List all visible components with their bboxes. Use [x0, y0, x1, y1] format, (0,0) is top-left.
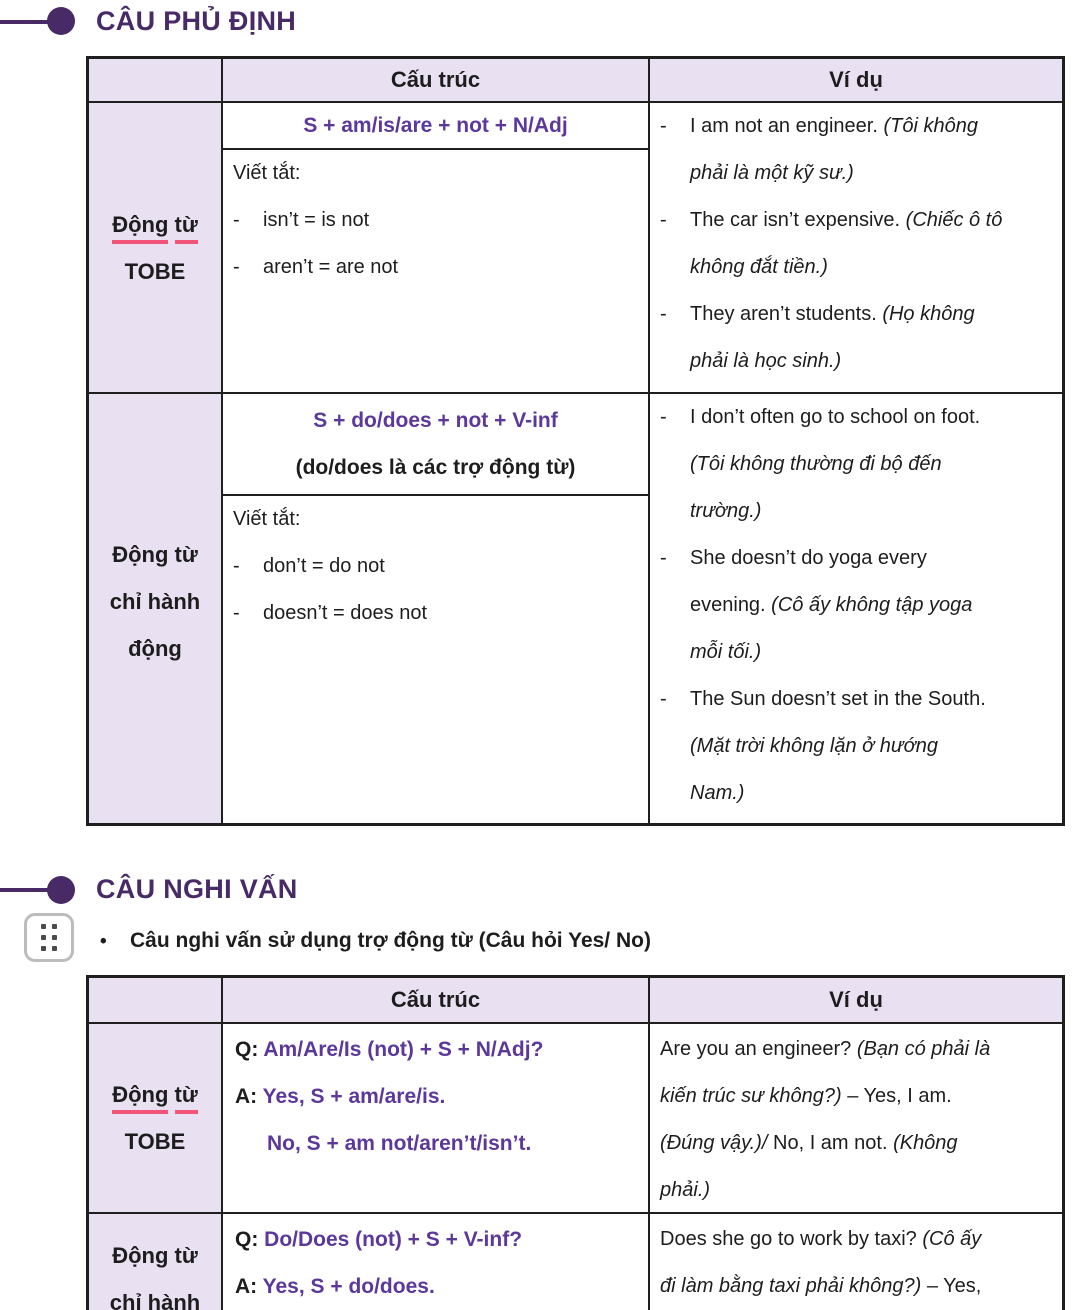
table2-header-empty: [89, 978, 223, 1024]
qa-structure: Q: Do/Does (not) + S + V-inf? A: Yes, S + do/does.: [235, 1228, 523, 1298]
table-negative: [86, 56, 1065, 826]
section-title-question: CÂU NGHI VẤN: [96, 874, 298, 904]
table2-row1-structure-cell: [223, 1024, 650, 1214]
note-line: [100, 929, 651, 953]
table2-row2-label: Động từ chỉ hành: [89, 1214, 223, 1310]
table2-row1-label: Động từ TOBE: [89, 1024, 223, 1214]
qa-structure: Q: Am/Are/Is (not) + S + N/Adj? A: Yes, S + am/are/is. No, S + am not/aren’t/isn’t.: [235, 1038, 544, 1155]
drag-handle-dots: [41, 924, 57, 951]
table-question: [86, 975, 1065, 1310]
examples-list: - I am not an engineer. (Tôi không phải là một kỹ sư.) - The car isn’t expensive. (Chiếc ô tô không đắt tiền.) - They aren’t students. (Họ không phải là học sinh.): [660, 115, 1003, 372]
note-text: Câu nghi vấn sử dụng trợ động từ (Câu hỏi Yes/ No): [130, 929, 651, 952]
heading-rule: [0, 888, 50, 892]
examples-list: - I don’t often go to school on foot. (Tôi không thường đi bộ đến trường.) - She doesn’t do yoga every evening. (Cô ấy không tập yoga mỗi tối.) - The Sun doesn’t set in the South. (Mặt trời không lặn ở hướng Nam.): [660, 406, 986, 804]
table1-header-structure: Cấu trúc: [223, 59, 650, 103]
table2-header-structure: Cấu trúc: [223, 978, 650, 1024]
table2-row2-example-cell: [650, 1214, 1062, 1310]
heading-rule: [0, 20, 50, 24]
example-paragraph: Does she go to work by taxi? (Cô ấy đi làm bằng taxi phải không?) – Yes,: [660, 1228, 982, 1297]
formula-block: S + do/does + not + V-inf (do/does là các trợ động từ): [223, 394, 648, 496]
table1-row2-label: Động từ chỉ hành động: [89, 394, 223, 823]
table1-row1-structure-cell: [223, 103, 650, 394]
list-bullet: •: [100, 931, 107, 952]
abbreviation-notes: Viết tắt: - don’t = do not - doesn’t = does not: [233, 508, 428, 624]
abbreviation-notes: Viết tắt: - isn’t = is not - aren’t = are not: [233, 162, 399, 278]
table1-row2-example-cell: [650, 394, 1062, 823]
table1-row1-label: Động từ TOBE: [89, 103, 223, 394]
table2-row1-example-cell: [650, 1024, 1062, 1214]
table1-header-empty: [89, 59, 223, 103]
drag-handle-icon[interactable]: [24, 913, 74, 962]
section-title-negative: CÂU PHỦ ĐỊNH: [96, 6, 297, 36]
formula-block: S + am/is/are + not + N/Adj: [223, 103, 648, 150]
table2-header-example: Ví dụ: [650, 978, 1062, 1024]
bullet-dot-icon: [47, 876, 75, 904]
table1-row1-example-cell: [650, 103, 1062, 394]
example-paragraph: Are you an engineer? (Bạn có phải là kiến trúc sư không?) – Yes, I am. (Đúng vậy.)/ No, I am not. (Không phải.): [660, 1038, 991, 1201]
table1-row2-structure-cell: [223, 394, 650, 823]
table2-row2-structure-cell: [223, 1214, 650, 1310]
table1-header-example: Ví dụ: [650, 59, 1062, 103]
bullet-dot-icon: [47, 7, 75, 35]
